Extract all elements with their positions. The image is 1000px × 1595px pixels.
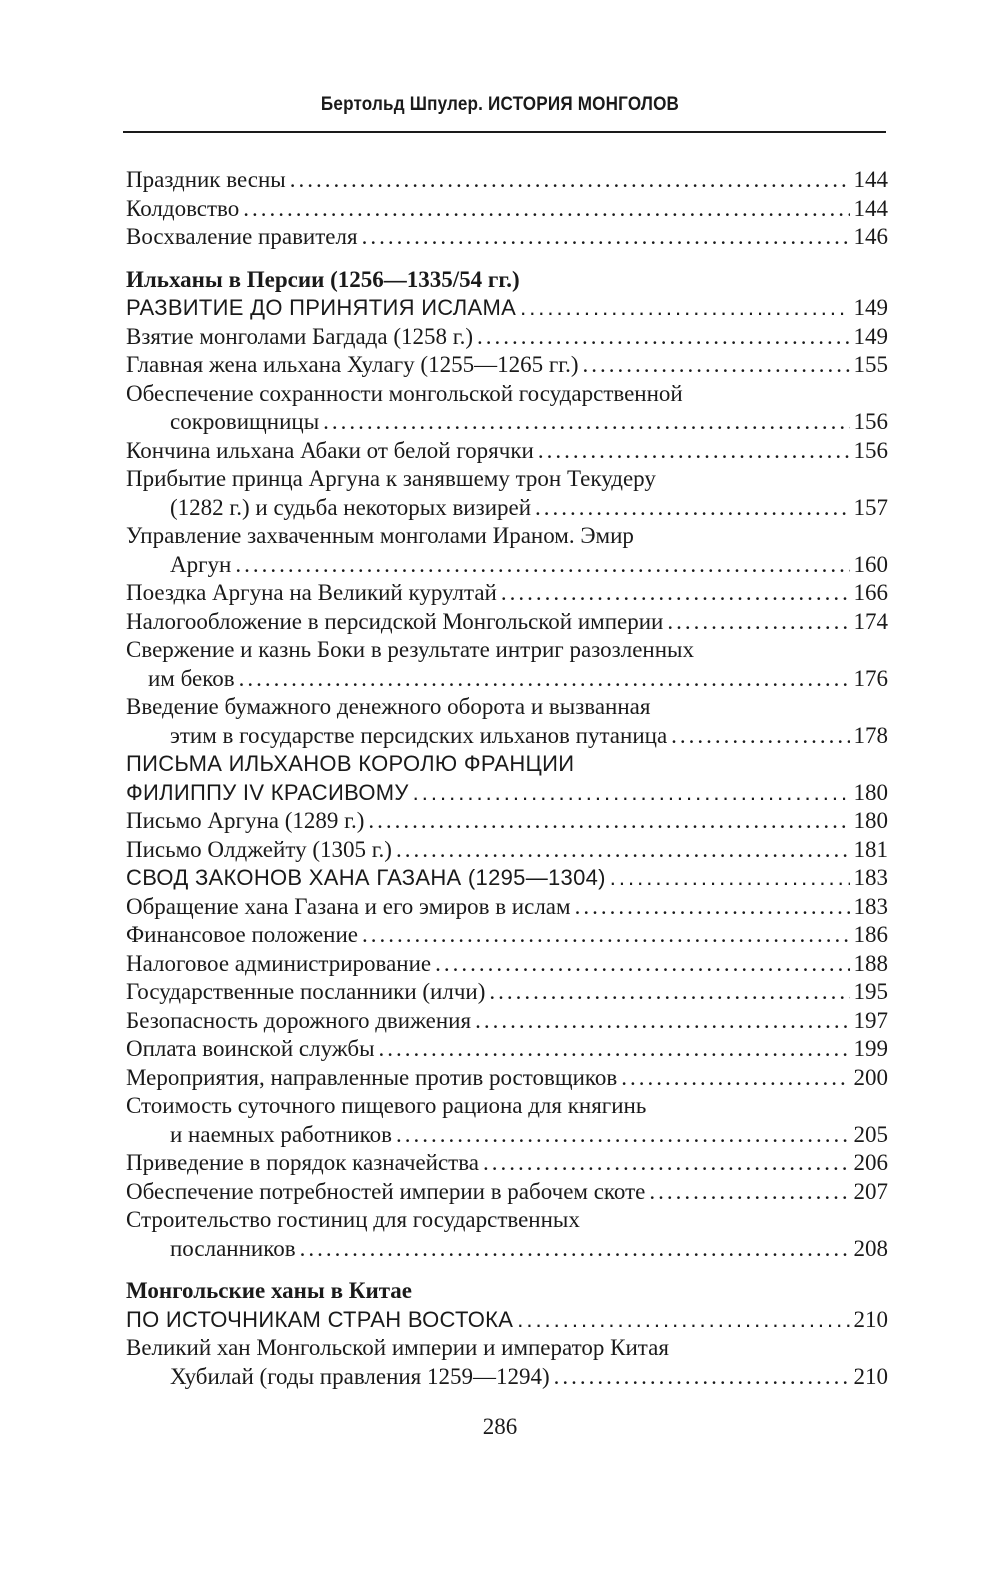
running-head: Бертольд Шпулер. ИСТОРИЯ МОНГОЛОВ — [320, 94, 680, 115]
toc-leader-dots — [290, 166, 850, 195]
toc-entry — [126, 195, 888, 224]
toc-entry-continuation — [126, 1121, 888, 1150]
toc-leader-dots — [300, 1235, 850, 1264]
toc-chapter — [126, 1306, 888, 1335]
toc-leader-dots — [535, 494, 849, 523]
toc-entry — [126, 437, 888, 466]
toc-entry-page: 199 — [853, 1036, 888, 1061]
toc-entry-page: 207 — [853, 1178, 888, 1204]
toc-chapter-title: ПИСЬМА ИЛЬХАНОВ КОРОЛЮ ФРАНЦИИ — [126, 751, 575, 776]
toc-entry — [126, 323, 888, 352]
toc-chapter — [126, 779, 888, 808]
toc-entry — [126, 893, 888, 922]
toc-leader-dots — [671, 722, 849, 751]
toc-leader-dots — [483, 1149, 850, 1178]
toc-entry — [126, 693, 888, 722]
toc-chapter-title: ФИЛИППУ IV КРАСИВОМУ — [126, 779, 409, 805]
toc-entry-page: 195 — [853, 979, 888, 1004]
toc-entry-title: им беков — [148, 665, 235, 691]
toc-entry-page: 205 — [853, 1121, 888, 1147]
toc-leader-dots — [610, 864, 850, 893]
toc-entry-continuation — [126, 665, 888, 694]
toc-entry-page: 178 — [853, 722, 888, 748]
toc-entry — [126, 1206, 888, 1235]
toc-chapter — [126, 750, 888, 779]
toc-entry-title: Поездка Аргуна на Великий курултай — [126, 580, 497, 605]
toc-entry-title: Обеспечение потребностей империи в рабочем скоте — [126, 1178, 646, 1204]
toc-part-heading — [126, 1277, 888, 1306]
toc-entry-title: Прибытие принца Аргуна к занявшему трон Текудеру — [126, 466, 656, 491]
toc-entry-page: 180 — [853, 808, 888, 833]
toc-entry — [126, 579, 888, 608]
toc-entry-page: 157 — [853, 494, 888, 520]
toc-leader-dots — [477, 323, 850, 352]
toc-entry-title: Письмо Олджейту (1305 г.) — [126, 836, 392, 862]
toc-entry-title: (1282 г.) и судьба некоторых визирей — [170, 494, 532, 520]
toc-leader-dots — [520, 294, 849, 323]
toc-entry — [126, 1064, 888, 1093]
toc-leader-dots — [396, 1121, 850, 1150]
page-number: 286 — [482, 1414, 518, 1439]
toc-entry-title: Строительство гостиниц для государственных — [126, 1207, 580, 1232]
toc-entry — [126, 1149, 888, 1178]
toc-entry — [126, 1092, 888, 1121]
toc-entry-title: Мероприятия, направленные против ростовщиков — [126, 1064, 618, 1090]
toc-entry-title: Восхваление правителя — [126, 224, 358, 249]
toc-chapter-title: СВОД ЗАКОНОВ ХАНА ГАЗАНА (1295—1304) — [126, 865, 606, 890]
header-rule — [123, 131, 886, 133]
toc-chapter-title: ПО ИСТОЧНИКАМ СТРАН ВОСТОКА — [126, 1306, 514, 1332]
table-of-contents — [126, 166, 888, 1391]
toc-entry-title: Налоговое администрирование — [126, 950, 432, 976]
toc-entry — [126, 1334, 888, 1363]
toc-entry-title: Великий хан Монгольской империи и император Китая — [126, 1335, 669, 1360]
toc-leader-dots — [362, 921, 850, 950]
toc-entry-page: 188 — [853, 950, 888, 976]
toc-entry-title: Аргун — [170, 551, 232, 577]
toc-entry — [126, 836, 888, 865]
toc-entry-page: 208 — [853, 1235, 888, 1261]
toc-entry-page: 156 — [853, 409, 888, 434]
toc-part-heading-text: Монгольские ханы в Китае — [126, 1278, 413, 1303]
toc-leader-dots — [517, 1306, 849, 1335]
toc-leader-dots — [243, 195, 849, 224]
toc-entry-title: Письмо Аргуна (1289 г.) — [126, 808, 365, 833]
toc-entry-page: 156 — [853, 437, 888, 463]
toc-leader-dots — [575, 893, 850, 922]
toc-entry-title: Стоимость суточного пищевого рациона для княгинь — [126, 1093, 647, 1118]
toc-entry — [126, 465, 888, 494]
toc-entry-title: Обращение хана Газана и его эмиров в ислам — [126, 893, 571, 919]
toc-entry — [126, 380, 888, 409]
toc-entry-page: 181 — [853, 836, 888, 862]
toc-entry-page: 206 — [853, 1150, 888, 1175]
toc-leader-dots — [239, 665, 850, 694]
toc-entry — [126, 807, 888, 836]
toc-entry-title: Хубилай (годы правления 1259—1294) — [170, 1363, 550, 1389]
toc-leader-dots — [379, 1035, 850, 1064]
toc-entry-title: сокровищницы — [170, 409, 320, 434]
toc-entry-title: Оплата воинской службы — [126, 1036, 375, 1061]
toc-leader-dots — [362, 223, 850, 252]
toc-entry-title: Приведение в порядок казначейства — [126, 1150, 479, 1175]
toc-entry — [126, 351, 888, 380]
toc-entry-title: Свержение и казнь Боки в результате интриг разозленных — [126, 637, 694, 662]
toc-entry-title: Управление захваченным монголами Ираном. Эмир — [126, 523, 634, 548]
toc-entry — [126, 1178, 888, 1207]
toc-entry-page: 174 — [853, 608, 888, 634]
toc-entry-title: Финансовое положение — [126, 922, 358, 947]
toc-entry-title: Кончина ильхана Абаки от белой горячки — [126, 437, 534, 463]
toc-entry-title: Налогообложение в персидской Монгольской империи — [126, 608, 664, 634]
toc-entry — [126, 978, 888, 1007]
toc-part-heading — [126, 266, 888, 295]
toc-leader-dots — [368, 807, 849, 836]
toc-part-heading-text: Ильханы в Персии (1256—1335/54 гг.) — [126, 266, 520, 292]
toc-entry-page: 149 — [853, 323, 888, 349]
toc-entry-title: Праздник весны — [126, 167, 286, 192]
toc-entry — [126, 950, 888, 979]
toc-entry-page: 146 — [853, 224, 888, 249]
toc-leader-dots — [621, 1064, 849, 1093]
toc-leader-dots — [583, 351, 850, 380]
toc-entry-title: Государственные посланники (илчи) — [126, 979, 486, 1004]
toc-leader-dots — [475, 1007, 849, 1036]
toc-chapter — [126, 294, 888, 323]
toc-entry — [126, 921, 888, 950]
toc-entry-page: 144 — [853, 167, 888, 192]
toc-leader-dots — [667, 608, 849, 637]
toc-entry-page: 176 — [853, 665, 888, 691]
toc-leader-dots — [538, 437, 850, 466]
toc-entry-title: Введение бумажного денежного оборота и вызванная — [126, 694, 651, 719]
toc-entry-continuation — [126, 408, 888, 437]
toc-entry-title: Колдовство — [126, 195, 240, 221]
toc-entry-page: 160 — [853, 551, 888, 577]
toc-entry-continuation — [126, 1235, 888, 1264]
toc-entry-page: 144 — [853, 195, 888, 221]
toc-entry-page: 186 — [853, 922, 888, 947]
toc-entry — [126, 166, 888, 195]
toc-entry-page: 210 — [853, 1306, 888, 1332]
toc-entry — [126, 522, 888, 551]
toc-entry-page: 180 — [853, 779, 888, 805]
toc-entry-title: Главная жена ильхана Хулагу (1255—1265 гг.) — [126, 352, 579, 377]
toc-entry-title: и наемных работников — [170, 1121, 392, 1147]
toc-entry-page: 197 — [853, 1007, 888, 1033]
toc-entry-page: 155 — [853, 352, 888, 377]
toc-leader-dots — [554, 1363, 850, 1392]
toc-leader-dots — [396, 836, 850, 865]
toc-leader-dots — [489, 978, 849, 1007]
toc-entry-continuation — [126, 722, 888, 751]
toc-entry — [126, 608, 888, 637]
toc-leader-dots — [235, 551, 849, 580]
toc-entry — [126, 223, 888, 252]
toc-entry-continuation — [126, 1363, 888, 1392]
toc-entry-title: Обеспечение сохранности монгольской государственной — [126, 380, 683, 406]
toc-entry — [126, 1035, 888, 1064]
toc-leader-dots — [649, 1178, 849, 1207]
toc-chapter-title: РАЗВИТИЕ ДО ПРИНЯТИЯ ИСЛАМА — [126, 295, 517, 320]
toc-leader-dots — [435, 950, 849, 979]
toc-entry-continuation — [126, 551, 888, 580]
toc-entry — [126, 636, 888, 665]
toc-entry-page: 200 — [853, 1064, 888, 1090]
toc-leader-dots — [501, 579, 850, 608]
toc-entry-title: посланников — [170, 1235, 296, 1261]
toc-entry-page: 183 — [853, 865, 888, 890]
toc-leader-dots — [413, 779, 850, 808]
toc-entry-title: Взятие монголами Багдада (1258 г.) — [126, 323, 473, 349]
toc-entry-page: 183 — [853, 893, 888, 919]
toc-entry-continuation — [126, 494, 888, 523]
toc-entry-title: Безопасность дорожного движения — [126, 1007, 472, 1033]
toc-entry-page: 149 — [853, 295, 888, 320]
toc-entry-title: этим в государстве персидских ильханов путаница — [170, 722, 668, 748]
toc-entry-page: 210 — [853, 1363, 888, 1389]
toc-entry — [126, 1007, 888, 1036]
toc-entry-page: 166 — [853, 580, 888, 605]
toc-chapter — [126, 864, 888, 893]
toc-leader-dots — [323, 408, 849, 437]
